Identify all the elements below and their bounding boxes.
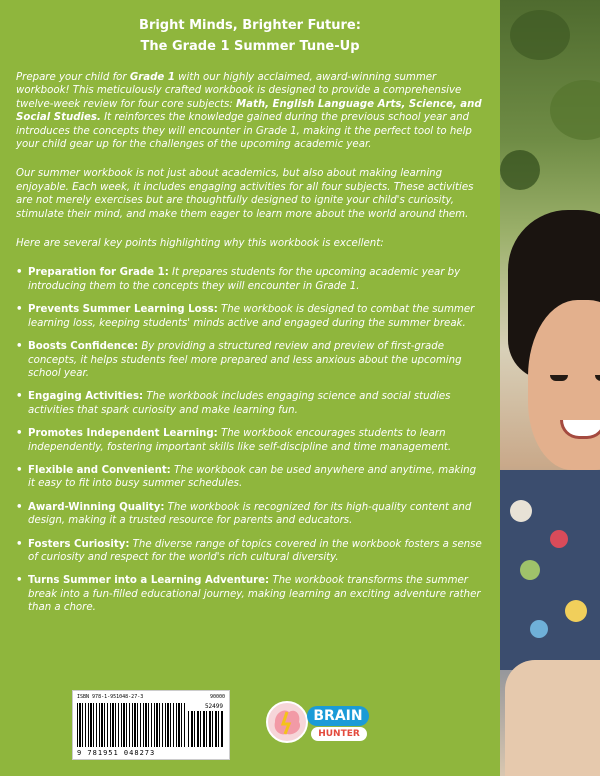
key-points-list — [16, 266, 486, 614]
brain-icon — [265, 700, 309, 744]
barcode-digits: 9 781951 048273 — [77, 749, 156, 757]
list-item: • Turns Summer into a Learning Adventure: The workbook transforms the summer break into a fun-filled educational journey, making learning an exciting adventure rather than a chore. — [16, 574, 486, 614]
list-item: • Prevents Summer Learning Loss: The workbook is designed to combat the summer learning loss, keeping students' minds active and engaged during the summer break. — [16, 303, 486, 330]
list-item: • Engaging Activities: The workbook includes engaging science and social studies activities that spark curiosity and make learning fun. — [16, 390, 486, 417]
logo-word-brain: BRAIN — [307, 706, 369, 726]
title-line-2: The Grade 1 Summer Tune-Up — [140, 39, 360, 54]
back-cover-title — [0, 15, 500, 57]
list-item: • Boosts Confidence: By providing a structured review and preview of first-grade concepts, it helps students feel more prepared and less anxious about the upcoming school year. — [16, 340, 486, 380]
title-line-1: Bright Minds, Brighter Future: — [139, 18, 361, 33]
intro-paragraph-1: Prepare your child for Grade 1 with our highly acclaimed, award-winning summer workbook! This meticulously crafted workbook is designed to provide a comprehensive twelve-week review for four core subjects: Math, English Language Arts, Science, and Social Studies. It reinforces the knowledge gained during the previous school year and introduces the concepts they will encounter in Grade 1, making it the perfect tool to help your child gear up for the challenges of the upcoming academic year. — [16, 72, 482, 151]
intro-paragraph-2: Our summer workbook is not just about academics, but also about making learning enjoyable. Each week, it includes engaging activities for all four subjects. These activities are not merely exercises but are thoughtfully designed to ignite your child's curiosity, stimulate their mind, and make them eager to learn more about the world around them. — [16, 168, 474, 220]
price-code: 52499 — [204, 703, 223, 710]
description-text — [16, 71, 486, 625]
list-item: • Fosters Curiosity: The diverse range of topics covered in the workbook fosters a sense of curiosity and respect for the world's rich cultural diversity. — [16, 538, 486, 565]
child-photo — [500, 0, 600, 776]
isbn-barcode — [72, 690, 230, 760]
list-item: • Flexible and Convenient: The workbook can be used anywhere and anytime, making it easy to fit into busy summer schedules. — [16, 464, 486, 491]
list-item: • Promotes Independent Learning: The workbook encourages students to learn independently, fostering important skills like self-discipline and time management. — [16, 427, 486, 454]
intro-paragraph-3: Here are several key points highlighting why this workbook is excellent: — [16, 238, 384, 250]
isbn-number: ISBN 978-1-951048-27-3 — [77, 694, 144, 700]
list-item: • Preparation for Grade 1: It prepares students for the upcoming academic year by introducing them to the concepts they will encounter in Grade 1. — [16, 266, 486, 293]
list-item: • Award-Winning Quality: The workbook is recognized for its high-quality content and design, making it a trusted resource for parents and educators. — [16, 501, 486, 528]
barcode-bars — [77, 703, 185, 747]
price-barcode-bars — [188, 711, 224, 747]
logo-word-hunter: HUNTER — [311, 727, 367, 741]
price-code-top: 90000 — [209, 694, 225, 700]
brain-hunter-logo — [265, 698, 415, 748]
